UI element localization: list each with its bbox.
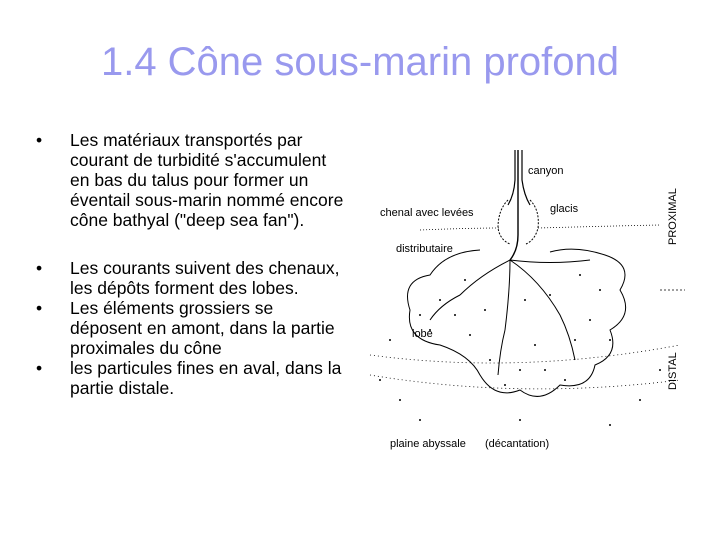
label-glacis: glacis xyxy=(550,203,579,215)
label-canyon: canyon xyxy=(528,165,564,177)
distributary-channels xyxy=(430,260,590,375)
bullet-item xyxy=(30,130,345,230)
label-proximal: PROXIMAL xyxy=(667,188,679,245)
bullet-text: Les matériaux transportés par courant de turbidité s'accumulent en bas du talus pour former un éventail sous-marin nommé encore cône bathyal ("deep sea fan"). xyxy=(70,130,344,230)
abyssal-plain-line xyxy=(370,345,680,389)
bullet-text: Les courants suivent des chenaux, les dépôts forment des lobes. xyxy=(70,258,340,298)
bullet-text: les particules fines en aval, dans la partie distale. xyxy=(70,358,342,398)
glacis-line xyxy=(420,225,660,230)
bullet-list xyxy=(30,130,345,398)
main-channel xyxy=(510,150,518,260)
label-chenal: chenal avec levées xyxy=(380,207,474,219)
bullet-dot: • xyxy=(36,358,43,378)
label-distributaire: distributaire xyxy=(396,243,453,255)
fan-lobes xyxy=(408,249,626,396)
bullet-dot: • xyxy=(36,298,43,318)
slide-title: 1.4 Cône sous-marin profond xyxy=(100,40,620,84)
bullet-text: Les éléments grossiers se déposent en amont, dans la partie proximales du cône xyxy=(70,298,335,358)
canyon-wall-left xyxy=(508,150,515,205)
label-plaine: plaine abyssale xyxy=(390,438,466,450)
levee-right xyxy=(526,200,538,244)
bullet-item xyxy=(30,258,345,298)
label-lobe: lobe xyxy=(412,328,433,340)
bullet-item xyxy=(30,298,345,358)
sediment-stipple xyxy=(379,274,661,426)
label-distal: DISTAL xyxy=(667,352,679,390)
label-decantation: (décantation) xyxy=(485,438,550,450)
bullet-dot: • xyxy=(36,258,43,278)
levee-left xyxy=(498,200,510,244)
canyon-wall-right xyxy=(522,150,530,205)
deep-sea-fan-diagram xyxy=(360,140,690,460)
bullet-item xyxy=(30,358,345,398)
bullet-dot: • xyxy=(36,130,43,150)
